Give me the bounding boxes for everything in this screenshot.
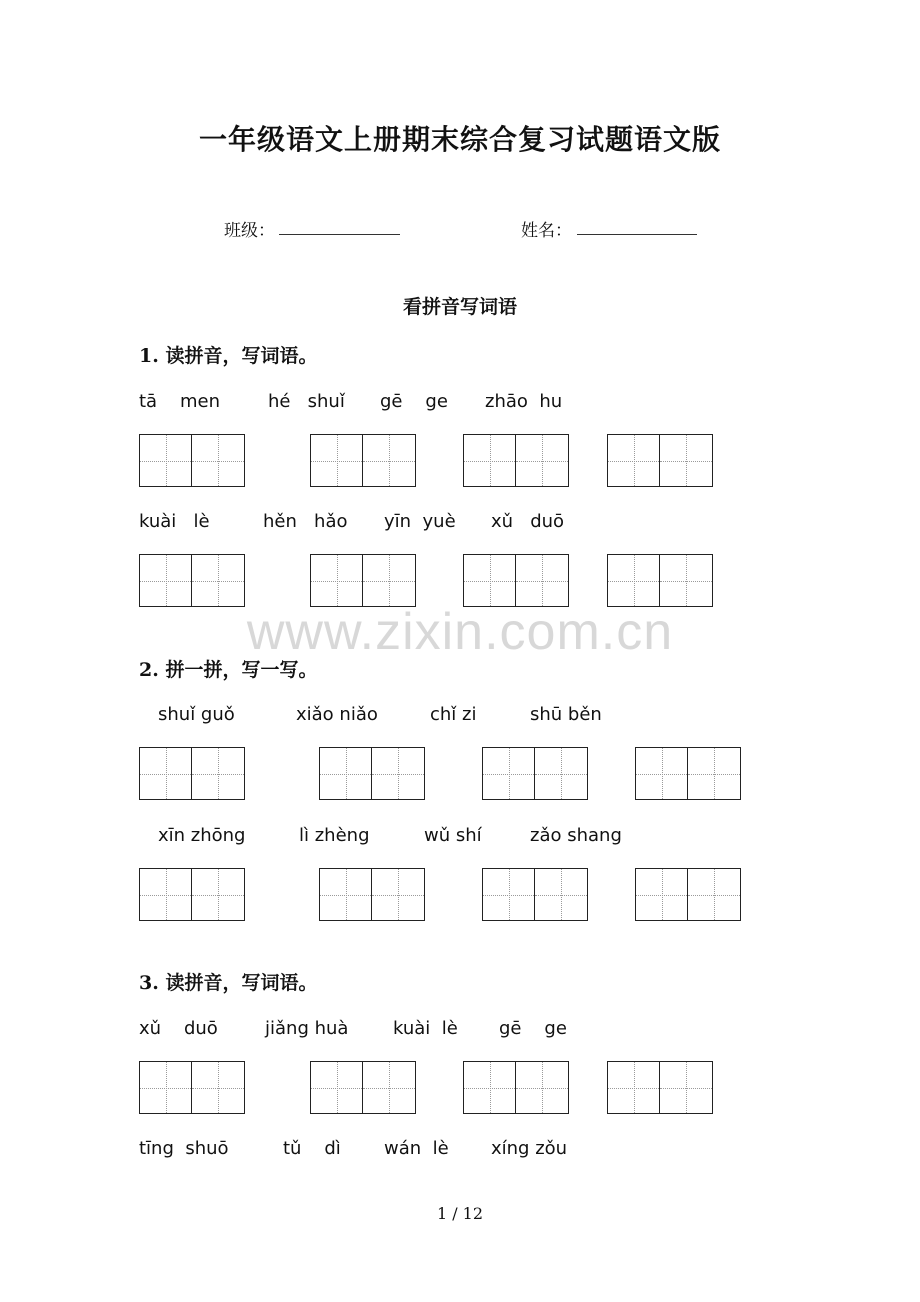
writing-box[interactable] <box>607 554 713 607</box>
section-heading: 看拼音写词语 <box>402 296 517 318</box>
pinyin-label: gē ge <box>380 391 448 412</box>
writing-box[interactable] <box>482 868 588 921</box>
name-label: 姓名： <box>521 221 572 241</box>
question-1-title: 1. 读拼音，写词语。 <box>139 345 318 367</box>
writing-box[interactable] <box>139 868 245 921</box>
pinyin-label: tā men <box>139 391 220 412</box>
document-title: 一年级语文上册期末综合复习试题语文版 <box>198 123 721 156</box>
writing-box[interactable] <box>319 868 425 921</box>
pinyin-label: xíng zǒu <box>491 1138 568 1159</box>
pinyin-label: tīng shuō <box>139 1138 229 1159</box>
name-blank-line[interactable] <box>577 234 697 235</box>
pinyin-label: xīn zhōng <box>158 825 246 846</box>
pinyin-label: hé shuǐ <box>268 391 345 412</box>
question-2-title: 2. 拼一拼，写一写。 <box>139 659 318 681</box>
pinyin-label: kuài lè <box>139 511 210 532</box>
writing-box[interactable] <box>463 434 569 487</box>
pinyin-label: zhāo hu <box>485 391 563 412</box>
pinyin-label: jiǎng huà <box>265 1018 349 1039</box>
writing-box[interactable] <box>607 434 713 487</box>
writing-box[interactable] <box>607 1061 713 1114</box>
pinyin-label: wǔ shí <box>424 825 482 846</box>
page-number: 1 / 12 <box>436 1204 484 1223</box>
writing-box[interactable] <box>139 434 245 487</box>
writing-box[interactable] <box>482 747 588 800</box>
watermark: www.zixin.com.cn <box>246 603 674 661</box>
writing-box[interactable] <box>635 868 741 921</box>
writing-box[interactable] <box>139 1061 245 1114</box>
writing-box[interactable] <box>463 1061 569 1114</box>
writing-box[interactable] <box>310 1061 416 1114</box>
question-3-title: 3. 读拼音，写词语。 <box>139 972 318 994</box>
pinyin-label: gē ge <box>499 1018 567 1039</box>
writing-box[interactable] <box>463 554 569 607</box>
pinyin-label: chǐ zi <box>430 704 477 725</box>
pinyin-label: xǔ duō <box>139 1018 218 1039</box>
class-blank-line[interactable] <box>279 234 400 235</box>
pinyin-label: lì zhèng <box>299 825 370 846</box>
pinyin-label: xǔ duō <box>491 511 565 532</box>
writing-box[interactable] <box>635 747 741 800</box>
pinyin-label: kuài lè <box>393 1018 458 1039</box>
class-label: 班级： <box>224 221 275 241</box>
writing-box[interactable] <box>319 747 425 800</box>
pinyin-label: xiǎo niǎo <box>296 704 378 725</box>
pinyin-label: tǔ dì <box>283 1138 341 1159</box>
writing-box[interactable] <box>139 747 245 800</box>
pinyin-label: wán lè <box>384 1138 449 1159</box>
writing-box[interactable] <box>310 554 416 607</box>
writing-box[interactable] <box>139 554 245 607</box>
pinyin-label: zǎo shang <box>530 825 622 846</box>
pinyin-label: shū běn <box>530 704 602 725</box>
pinyin-label: yīn yuè <box>384 511 456 532</box>
writing-box[interactable] <box>310 434 416 487</box>
pinyin-label: shuǐ guǒ <box>158 704 235 725</box>
pinyin-label: hěn hǎo <box>263 511 348 532</box>
